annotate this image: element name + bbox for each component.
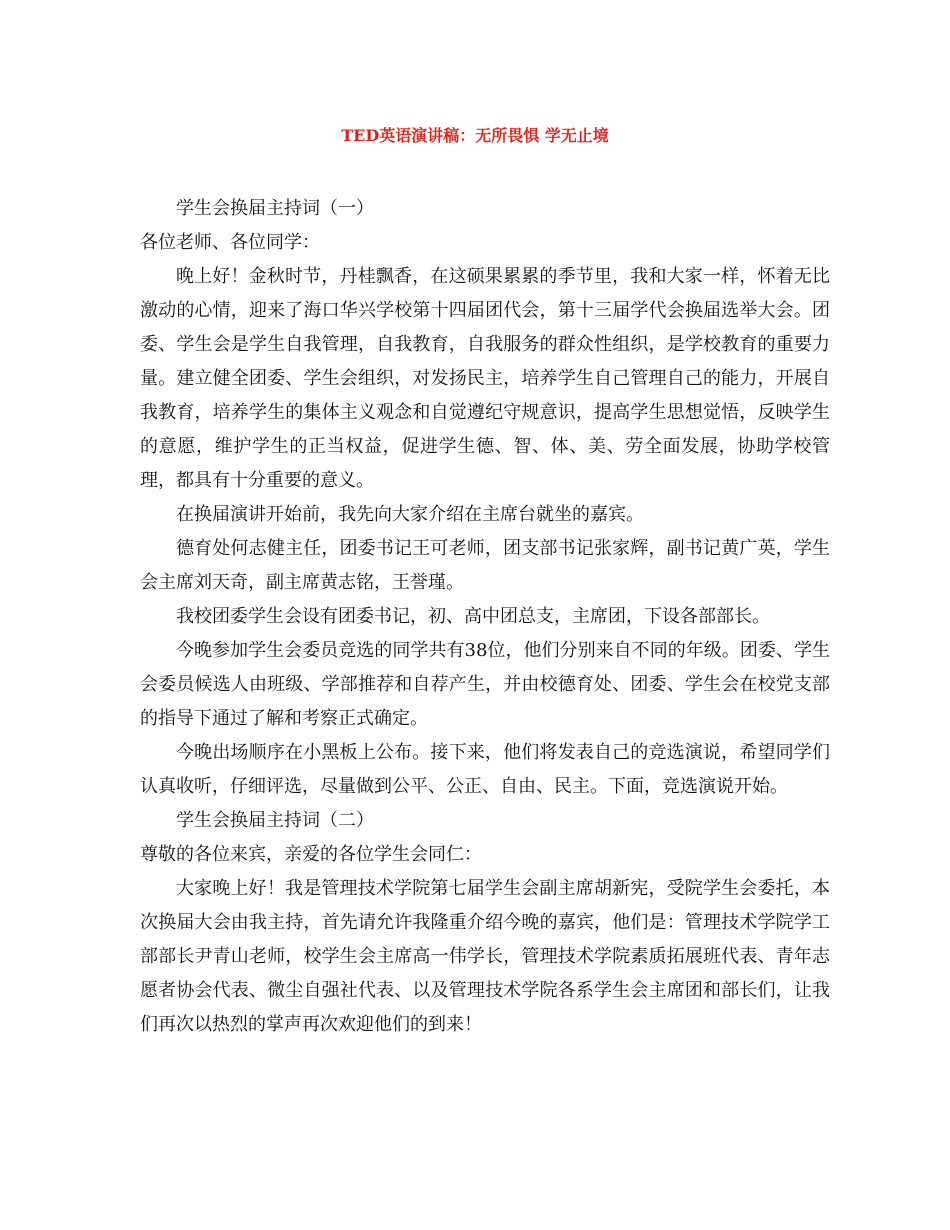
paragraph-opening: 晚上好！金秋时节，丹桂飘香，在这硕果累累的季节里，我和大家一样，怀着无比激动的心情，迎来了海口华兴学校第十四届团代会，第十三届学代会换届选举大会。团委、学生会是学生自我管理，自我教育，自我服务的群众性组织，是学校教育的重要力量。建立健全团委、学生会组织，对发扬民主，培养学生自己管理自己的能力，开展自我教育，培养学生的集体主义观念和自觉遵纪守规意识，提高学生思想觉悟，反映学生的意愿，维护学生的正当权益，促进学生德、智、体、美、劳全面发展，协助学校管理，都具有十分重要的意义。 [140,266,830,491]
section-heading-2: 学生会换届主持词（二） [176,810,374,831]
document-body [140,192,830,1042]
paragraph-host-intro: 大家晚上好！我是管理技术学院第七届学生会副主席胡新宪，受院学生会委托，本次换届大会由我主持，首先请允许我隆重介绍今晚的嘉宾，他们是：管理技术学院学工部部长尹青山老师，校学生会主席高一伟学长，管理技术学院素质拓展班代表、青年志愿者协会代表、微尘自强社代表、以及管理技术学院各系学生会主席团和部长们，让我们再次以热烈的掌声再次欢迎他们的到来！ [140,878,830,1035]
salutation-1: 各位老师、各位同学： [140,232,320,253]
paragraph-introduce-guests: 在换届演讲开始前，我先向大家介绍在主席台就坐的嘉宾。 [176,504,644,525]
paragraph-organization: 我校团委学生会设有团委书记，初、高中团总支，主席团，下设各部部长。 [176,606,770,627]
paragraph-candidates: 今晚参加学生会委员竞选的同学共有38位，他们分别来自不同的年级。团委、学生会委员候选人由班级、学部推荐和自荐产生，并由校德育处、团委、学生会在校党支部的指导下通过了解和考察正式确定。 [140,640,830,729]
document-title: TED英语演讲稿：无所畏惧 学无止境 [341,126,609,145]
section-heading-1: 学生会换届主持词（一） [176,198,374,219]
paragraph-guest-list: 德育处何志健主任，团委书记王可老师，团支部书记张家辉，副书记黄广英，学生会主席刘天奇，副主席黄志铭，王誉瑾。 [140,538,830,593]
salutation-2: 尊敬的各位来宾，亲爱的各位学生会同仁： [140,844,482,865]
paragraph-speech-order: 今晚出场顺序在小黑板上公布。接下来，他们将发表自己的竞选演说，希望同学们认真收听，仔细评选，尽量做到公平、公正、自由、民主。下面，竞选演说开始。 [140,742,830,797]
